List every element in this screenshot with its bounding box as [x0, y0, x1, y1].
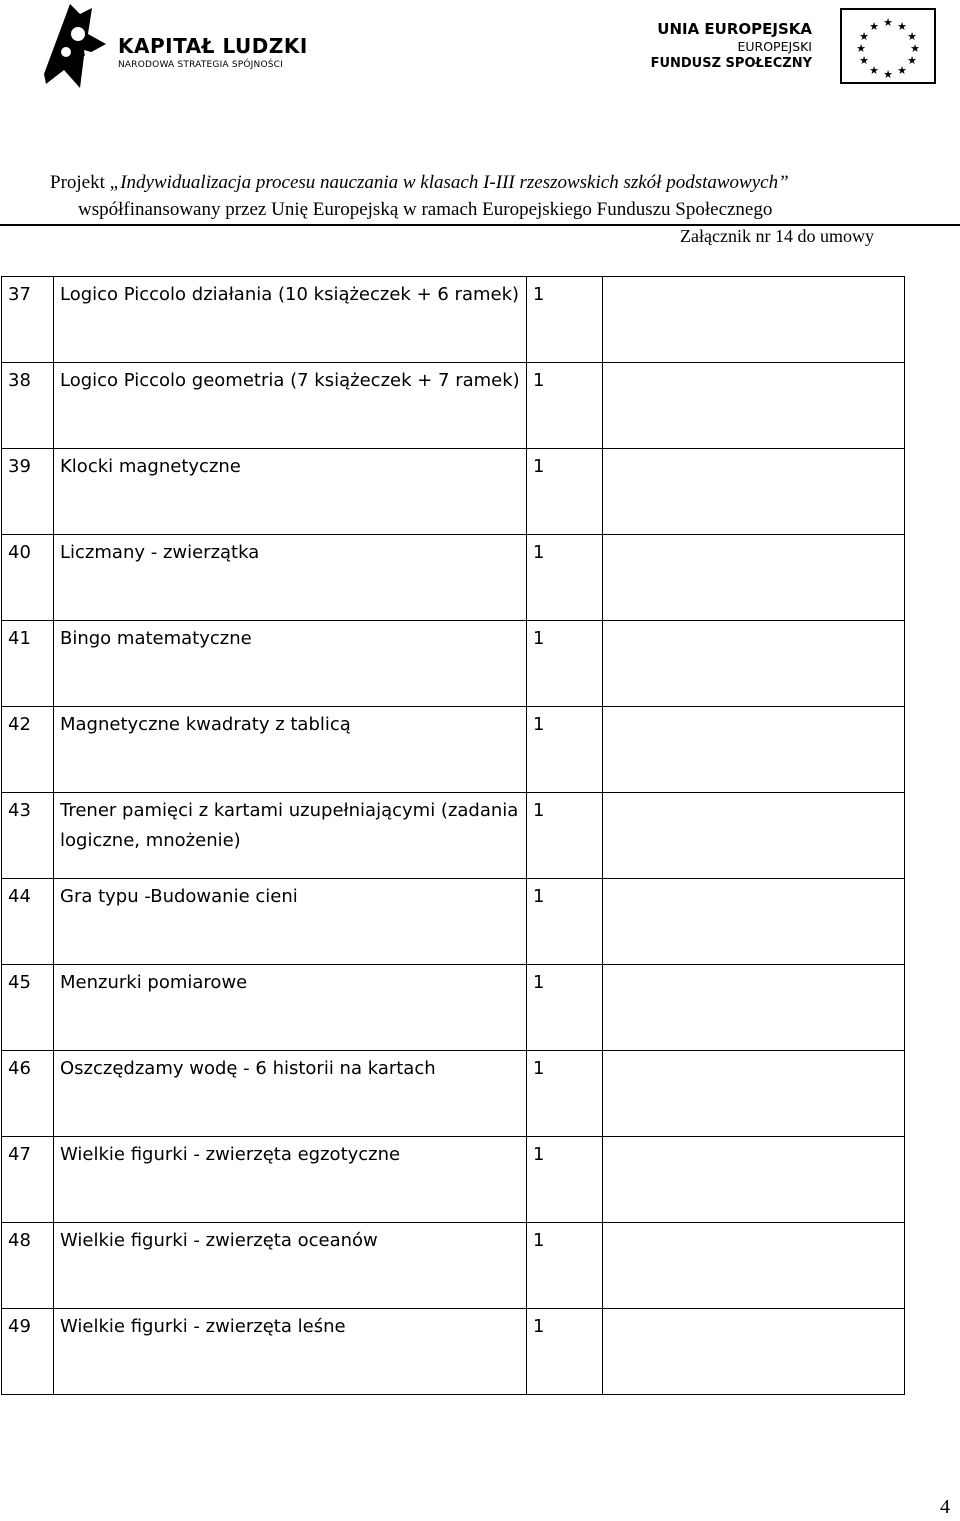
item-name-cell: Bingo matematyczne [54, 621, 527, 707]
table-row [2, 535, 905, 621]
svg-text:★: ★ [869, 64, 879, 77]
item-number-cell: 37 [2, 277, 54, 363]
item-empty-cell [603, 1223, 905, 1309]
project-prefix: Projekt [50, 172, 110, 193]
item-empty-cell [603, 879, 905, 965]
item-number-cell: 47 [2, 1137, 54, 1223]
item-name-cell: Klocki magnetyczne [54, 449, 527, 535]
item-empty-cell [603, 277, 905, 363]
logo-title: KAPITAŁ LUDZKI [118, 34, 308, 58]
item-name-cell: Logico Piccolo geometria (7 książeczek + 7 ramek) [54, 363, 527, 449]
item-number-cell: 40 [2, 535, 54, 621]
svg-text:★: ★ [859, 30, 869, 43]
table-row [2, 1137, 905, 1223]
project-title: „Indywidualizacja procesu nauczania w klasach I-III rzeszowskich szkół podstawowych” [109, 172, 789, 193]
table-row [2, 965, 905, 1051]
table-row [2, 793, 905, 879]
item-name-cell: Wielkie figurki - zwierzęta oceanów [54, 1223, 527, 1309]
table-row [2, 1223, 905, 1309]
annex-label: Załącznik nr 14 do umowy [680, 226, 874, 246]
item-name-cell: Liczmany - zwierzątka [54, 535, 527, 621]
item-empty-cell [603, 707, 905, 793]
item-number-cell: 38 [2, 363, 54, 449]
item-name-cell: Wielkie figurki - zwierzęta leśne [54, 1309, 527, 1395]
item-number-cell: 39 [2, 449, 54, 535]
item-quantity-cell: 1 [527, 1137, 603, 1223]
eu-logo [640, 6, 940, 84]
table-row [2, 879, 905, 965]
items-table [1, 276, 905, 1395]
item-quantity-cell: 1 [527, 1309, 603, 1395]
table-row [2, 621, 905, 707]
item-name-cell: Trener pamięci z kartami uzupełniającymi (zadania logiczne, mnożenie) [54, 793, 527, 879]
table-row [2, 707, 905, 793]
item-quantity-cell: 1 [527, 277, 603, 363]
svg-text:★: ★ [907, 54, 917, 67]
eu-line-european: EUROPEJSKI [737, 39, 812, 54]
table-row [2, 277, 905, 363]
table-row [2, 363, 905, 449]
item-name-cell: Oszczędzamy wodę - 6 historii na kartach [54, 1051, 527, 1137]
svg-text:★: ★ [869, 20, 879, 33]
table-row [2, 1051, 905, 1137]
item-empty-cell [603, 621, 905, 707]
kapital-ludzki-emblem-icon [40, 4, 110, 88]
svg-text:★: ★ [883, 16, 893, 29]
item-quantity-cell: 1 [527, 621, 603, 707]
kapital-ludzki-logo [40, 4, 310, 88]
item-number-cell: 46 [2, 1051, 54, 1137]
item-quantity-cell: 1 [527, 363, 603, 449]
item-quantity-cell: 1 [527, 707, 603, 793]
svg-text:★: ★ [907, 30, 917, 43]
logo-subtitle: NARODOWA STRATEGIA SPÓJNOŚCI [118, 60, 283, 70]
item-empty-cell [603, 1309, 905, 1395]
item-quantity-cell: 1 [527, 1051, 603, 1137]
item-quantity-cell: 1 [527, 449, 603, 535]
item-quantity-cell: 1 [527, 879, 603, 965]
svg-text:★: ★ [897, 64, 907, 77]
items-table-body [2, 277, 905, 1395]
item-number-cell: 42 [2, 707, 54, 793]
item-empty-cell [603, 793, 905, 879]
item-empty-cell [603, 535, 905, 621]
eu-line-social-fund: FUNDUSZ SPOŁECZNY [650, 56, 812, 71]
item-empty-cell [603, 449, 905, 535]
item-empty-cell [603, 363, 905, 449]
eu-line-union: UNIA EUROPEJSKA [657, 20, 812, 38]
item-empty-cell [603, 1051, 905, 1137]
project-title-line [50, 172, 930, 194]
item-number-cell: 41 [2, 621, 54, 707]
table-row [2, 449, 905, 535]
item-name-cell: Magnetyczne kwadraty z tablicą [54, 707, 527, 793]
item-name-cell: Wielkie figurki - zwierzęta egzotyczne [54, 1137, 527, 1223]
table-row [2, 1309, 905, 1395]
item-name-cell: Menzurki pomiarowe [54, 965, 527, 1051]
item-name-cell: Logico Piccolo działania (10 książeczek + 6 ramek) [54, 277, 527, 363]
page-number: 4 [940, 1496, 950, 1518]
cofinancing-line: współfinansowany przez Unię Europejską w ramach Europejskiego Funduszu Społecznego [78, 199, 773, 220]
svg-text:★: ★ [859, 54, 869, 67]
svg-text:★: ★ [883, 68, 893, 81]
item-name-cell: Gra typu -Budowanie cieni [54, 879, 527, 965]
svg-text:★: ★ [856, 42, 866, 55]
item-quantity-cell: 1 [527, 535, 603, 621]
item-quantity-cell: 1 [527, 793, 603, 879]
item-number-cell: 48 [2, 1223, 54, 1309]
item-quantity-cell: 1 [527, 965, 603, 1051]
item-empty-cell [603, 1137, 905, 1223]
item-number-cell: 45 [2, 965, 54, 1051]
svg-text:★: ★ [897, 20, 907, 33]
item-quantity-cell: 1 [527, 1223, 603, 1309]
item-number-cell: 44 [2, 879, 54, 965]
item-number-cell: 49 [2, 1309, 54, 1395]
item-number-cell: 43 [2, 793, 54, 879]
eu-flag-icon [840, 8, 936, 84]
svg-text:★: ★ [910, 42, 920, 55]
item-empty-cell [603, 965, 905, 1051]
